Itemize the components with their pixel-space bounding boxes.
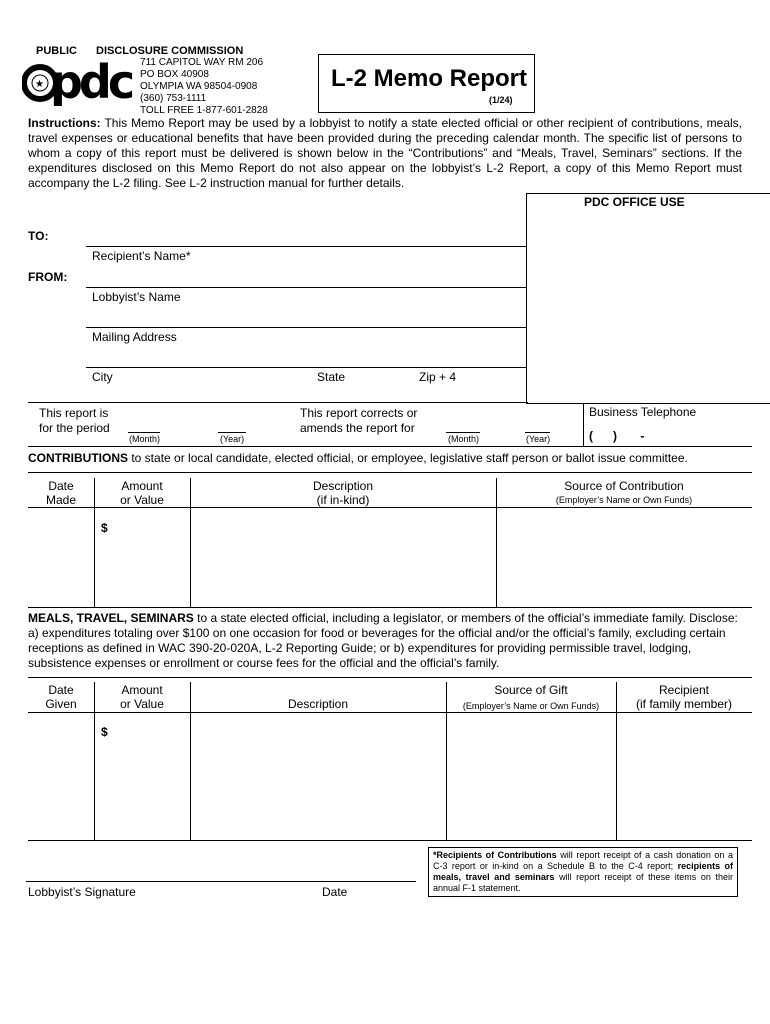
- corrects-year-field[interactable]: [525, 432, 550, 433]
- recipient-name-line[interactable]: [86, 246, 526, 247]
- signature-line[interactable]: [26, 881, 416, 882]
- col-header: Date: [48, 683, 74, 697]
- corrects-month-label: (Month): [448, 434, 480, 444]
- agency-name-part2: DISCLOSURE COMMISSION: [96, 45, 244, 57]
- address-line: (360) 753-1111: [140, 93, 207, 104]
- col-header: or Value: [120, 697, 164, 711]
- col-header: Amount: [121, 683, 163, 697]
- form-title: L-2 Memo Report: [331, 65, 528, 92]
- signature-date-label: Date: [322, 885, 348, 899]
- contributions-heading: [28, 451, 748, 465]
- lobbyist-name-label: Lobbyist’s Name: [92, 290, 181, 304]
- contributions-heading-text: to state or local candidate, elected official, or employee, legislative staff person or ballot issue committee.: [131, 451, 688, 465]
- col-header: (if family member): [635, 697, 732, 711]
- corrects-year-label: (Year): [526, 434, 551, 444]
- corrects-label: [300, 406, 417, 436]
- contributions-heading-bold: CONTRIBUTIONS: [28, 451, 128, 465]
- report-period-label-line2: for the period: [39, 421, 110, 435]
- agency-name-part1: PUBLIC: [36, 45, 77, 57]
- month-label: (Month): [129, 434, 161, 444]
- col-date-given: [28, 683, 94, 711]
- report-period-label: [39, 406, 110, 436]
- col-header: Amount: [121, 479, 163, 493]
- contributions-entry-area[interactable]: [28, 508, 752, 607]
- col-header: Recipient: [658, 683, 710, 697]
- col-header: (if in-kind): [316, 493, 370, 507]
- col-header: or Value: [120, 493, 164, 507]
- from-label: FROM:: [28, 270, 68, 284]
- address-line: OLYMPIA WA 98504-0908: [140, 81, 258, 92]
- note-text-2: will report receipt of a cash donation on a C-3 report or in-kind on a Schedule B to the C-4 report;: [433, 850, 733, 871]
- address-line: TOLL FREE 1-877-601-2828: [140, 105, 268, 116]
- zip-label: Zip + 4: [419, 370, 457, 384]
- recipient-name-label: Recipient’s Name*: [92, 249, 191, 263]
- corrects-label-line1: This report corrects or: [300, 406, 418, 420]
- year-label: (Year): [220, 434, 245, 444]
- form-title-box: [318, 54, 535, 113]
- recipients-note: [428, 847, 738, 897]
- office-use-label: PDC OFFICE USE: [584, 195, 685, 209]
- col-header: Source of Gift: [494, 683, 568, 697]
- corrects-label-line2: amends the report for: [300, 421, 415, 435]
- instructions: [28, 116, 742, 191]
- col-date-made: [28, 479, 94, 507]
- col-header: (Employer’s Name or Own Funds): [555, 495, 693, 505]
- meals-heading-text: to a state elected official, including a legislator, or members of the official’s immediate family.: [197, 611, 686, 625]
- agency-address: [140, 57, 268, 117]
- pdc-logo-graphic: [22, 58, 138, 106]
- col-source: [496, 479, 752, 507]
- col-header: Date: [48, 479, 74, 493]
- business-telephone-field[interactable]: ( ) -: [589, 429, 645, 443]
- meals-heading: [28, 611, 746, 671]
- mailing-address-line[interactable]: [86, 327, 526, 328]
- logo-text: pdc: [50, 58, 132, 106]
- meals-heading-bold: MEALS, TRAVEL, SEMINARS: [28, 611, 194, 625]
- col-recipient: [616, 683, 752, 711]
- meals-amount-dollar: $: [101, 725, 108, 739]
- period-year-field[interactable]: [218, 432, 246, 433]
- city-state-zip-line[interactable]: [86, 367, 526, 368]
- lobbyist-name-line[interactable]: [86, 287, 526, 288]
- col-amount: [94, 479, 190, 507]
- col-description: [190, 479, 496, 507]
- contrib-amount-dollar: $: [101, 521, 108, 535]
- note-bold-3: recipients of meals, travel and seminars: [433, 861, 733, 882]
- col-header: Given: [45, 697, 77, 711]
- period-month-field[interactable]: [128, 432, 160, 433]
- lobbyist-signature-label: Lobbyist’s Signature: [28, 885, 136, 899]
- col-source-gift: [446, 683, 616, 713]
- col-header: Description: [312, 479, 374, 493]
- instructions-text: This Memo Report may be used by a lobbyist to notify a state elected official or other recipient of contributions, meals, travel expenses or educational benefits that have been provided during the preceding calendar month. The specific list of persons to whom a copy of this report must be delivered is shown below in the “Contributions” and “Meals, Travel, Seminars” sections. If the expenditures disclosed on this Memo Report do not also appear on the lobbyist’s L-2 Report, a copy of this Memo Report must accompany the L-2 filing. See L-2 instruction manual for further details.: [28, 116, 742, 190]
- report-period-label-line1: This report is: [39, 406, 109, 420]
- state-label: State: [317, 370, 346, 384]
- col-description: [190, 697, 446, 711]
- col-header: Made: [45, 493, 77, 507]
- to-label: TO:: [28, 229, 49, 243]
- meals-disclose-text: Disclose: a) expenditures totaling over $100 on one occasion for food or beverages for the official and/or the official’s family, excluding certain receptions as defined in WAC 390-20-020A, L-2 Reporting Guide; or b) expenditures for providing permissible travel, lodging, subsistence expenses or enrollment or course fees for the official and the official’s family.: [28, 611, 738, 670]
- note-bold-1: *Recipients of Contributions: [433, 850, 557, 860]
- address-line: PO BOX 40908: [140, 69, 209, 80]
- pdc-logo: [22, 58, 138, 106]
- svg-text:★: ★: [35, 79, 44, 90]
- col-header: Description: [287, 697, 349, 711]
- col-header: (Employer’s Name or Own Funds): [462, 701, 600, 711]
- city-label: City: [92, 370, 113, 384]
- form-revision: (1/24): [489, 95, 513, 105]
- corrects-month-field[interactable]: [446, 432, 480, 433]
- instructions-label: Instructions:: [28, 116, 101, 130]
- mailing-address-label: Mailing Address: [92, 330, 177, 344]
- address-line: 711 CAPITOL WAY RM 206: [140, 57, 264, 68]
- note-text-4: will report receipt of these items on their annual F-1 statement.: [433, 872, 733, 893]
- business-telephone-label: Business Telephone: [589, 405, 697, 419]
- col-header: Source of Contribution: [564, 479, 684, 493]
- meals-entry-area[interactable]: [28, 713, 752, 840]
- col-amount: [94, 683, 190, 711]
